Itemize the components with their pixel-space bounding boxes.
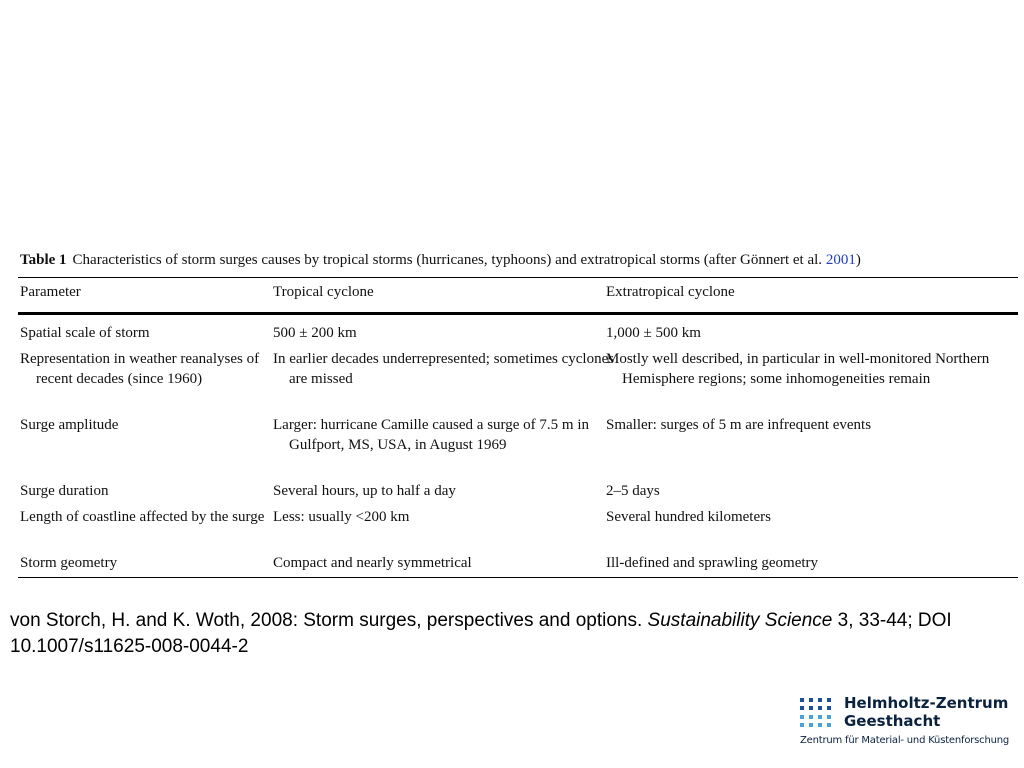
logo-dot-grid-icon — [800, 698, 836, 728]
table-header-row — [18, 278, 1018, 312]
table-row — [18, 507, 1018, 553]
column-header-extratropical: Extratropical cyclone — [606, 284, 735, 300]
logo-subtitle: Zentrum für Material- und Küstenforschung — [800, 735, 1010, 746]
logo-name-line2: Geesthacht — [844, 712, 941, 730]
tropical-cell: Several hours, up to half a day — [273, 483, 456, 499]
extratropical-cell: Several hundred kilometers — [606, 509, 771, 525]
table-bottom-rule — [18, 577, 1018, 578]
parameter-cell: Representation in weather reanalyses of recent decades (since 1960) — [20, 351, 260, 387]
table-row — [18, 553, 1018, 577]
tropical-cell: 500 ± 200 km — [273, 325, 357, 341]
tropical-cell: Larger: hurricane Camille caused a surge of 7.5 m in Gulfport, MS, USA, in August 1969 — [273, 417, 590, 453]
column-header-parameter: Parameter — [20, 284, 81, 300]
logo-name — [844, 694, 1008, 730]
storm-surge-table — [18, 250, 1018, 578]
extratropical-cell: Mostly well described, in particular in well-monitored Northern Hemisphere regions; some inhomogeneities remain — [606, 351, 990, 387]
reference-authors: von Storch, H. and K. Woth, 2008: Storm surges, perspectives and options. — [10, 610, 648, 631]
table-body — [18, 315, 1018, 577]
tropical-cell: Less: usually <200 km — [273, 509, 410, 525]
extratropical-cell: 2–5 days — [606, 483, 660, 499]
table-label: Table 1 — [20, 252, 67, 268]
reference-details: 3, 33-44; DOI 10.1007/s11625-008-0044-2 — [10, 610, 952, 657]
parameter-cell: Spatial scale of storm — [20, 325, 150, 341]
table-row — [18, 481, 1018, 507]
table-caption-text: Characteristics of storm surges causes by tropical storms (hurricanes, typhoons) and extratropical storms (after Gönnert et al. — [72, 252, 826, 268]
citation-link[interactable]: 2001 — [825, 252, 856, 268]
parameter-cell: Surge duration — [20, 483, 109, 499]
table-row — [18, 415, 1018, 481]
reference-citation — [10, 608, 970, 660]
parameter-cell: Surge amplitude — [20, 417, 119, 433]
table-caption-close: ) — [855, 252, 861, 268]
parameter-cell: Length of coastline affected by the surge — [20, 509, 265, 525]
extratropical-cell: Smaller: surges of 5 m are infrequent events — [606, 417, 872, 433]
extratropical-cell: Ill-defined and sprawling geometry — [606, 555, 819, 571]
hzg-logo — [800, 694, 1014, 754]
tropical-cell: Compact and nearly symmetrical — [273, 555, 472, 571]
table-row — [18, 349, 1018, 415]
reference-journal: Sustainability Science — [647, 610, 833, 631]
logo-name-line1: Helmholtz-Zentrum — [844, 694, 1009, 712]
column-header-tropical: Tropical cyclone — [273, 284, 374, 300]
tropical-cell: In earlier decades underrepresented; sometimes cyclones are missed — [273, 351, 615, 387]
table-row — [18, 323, 1018, 349]
table-caption — [18, 250, 1018, 272]
parameter-cell: Storm geometry — [20, 555, 118, 571]
extratropical-cell: 1,000 ± 500 km — [606, 325, 701, 341]
